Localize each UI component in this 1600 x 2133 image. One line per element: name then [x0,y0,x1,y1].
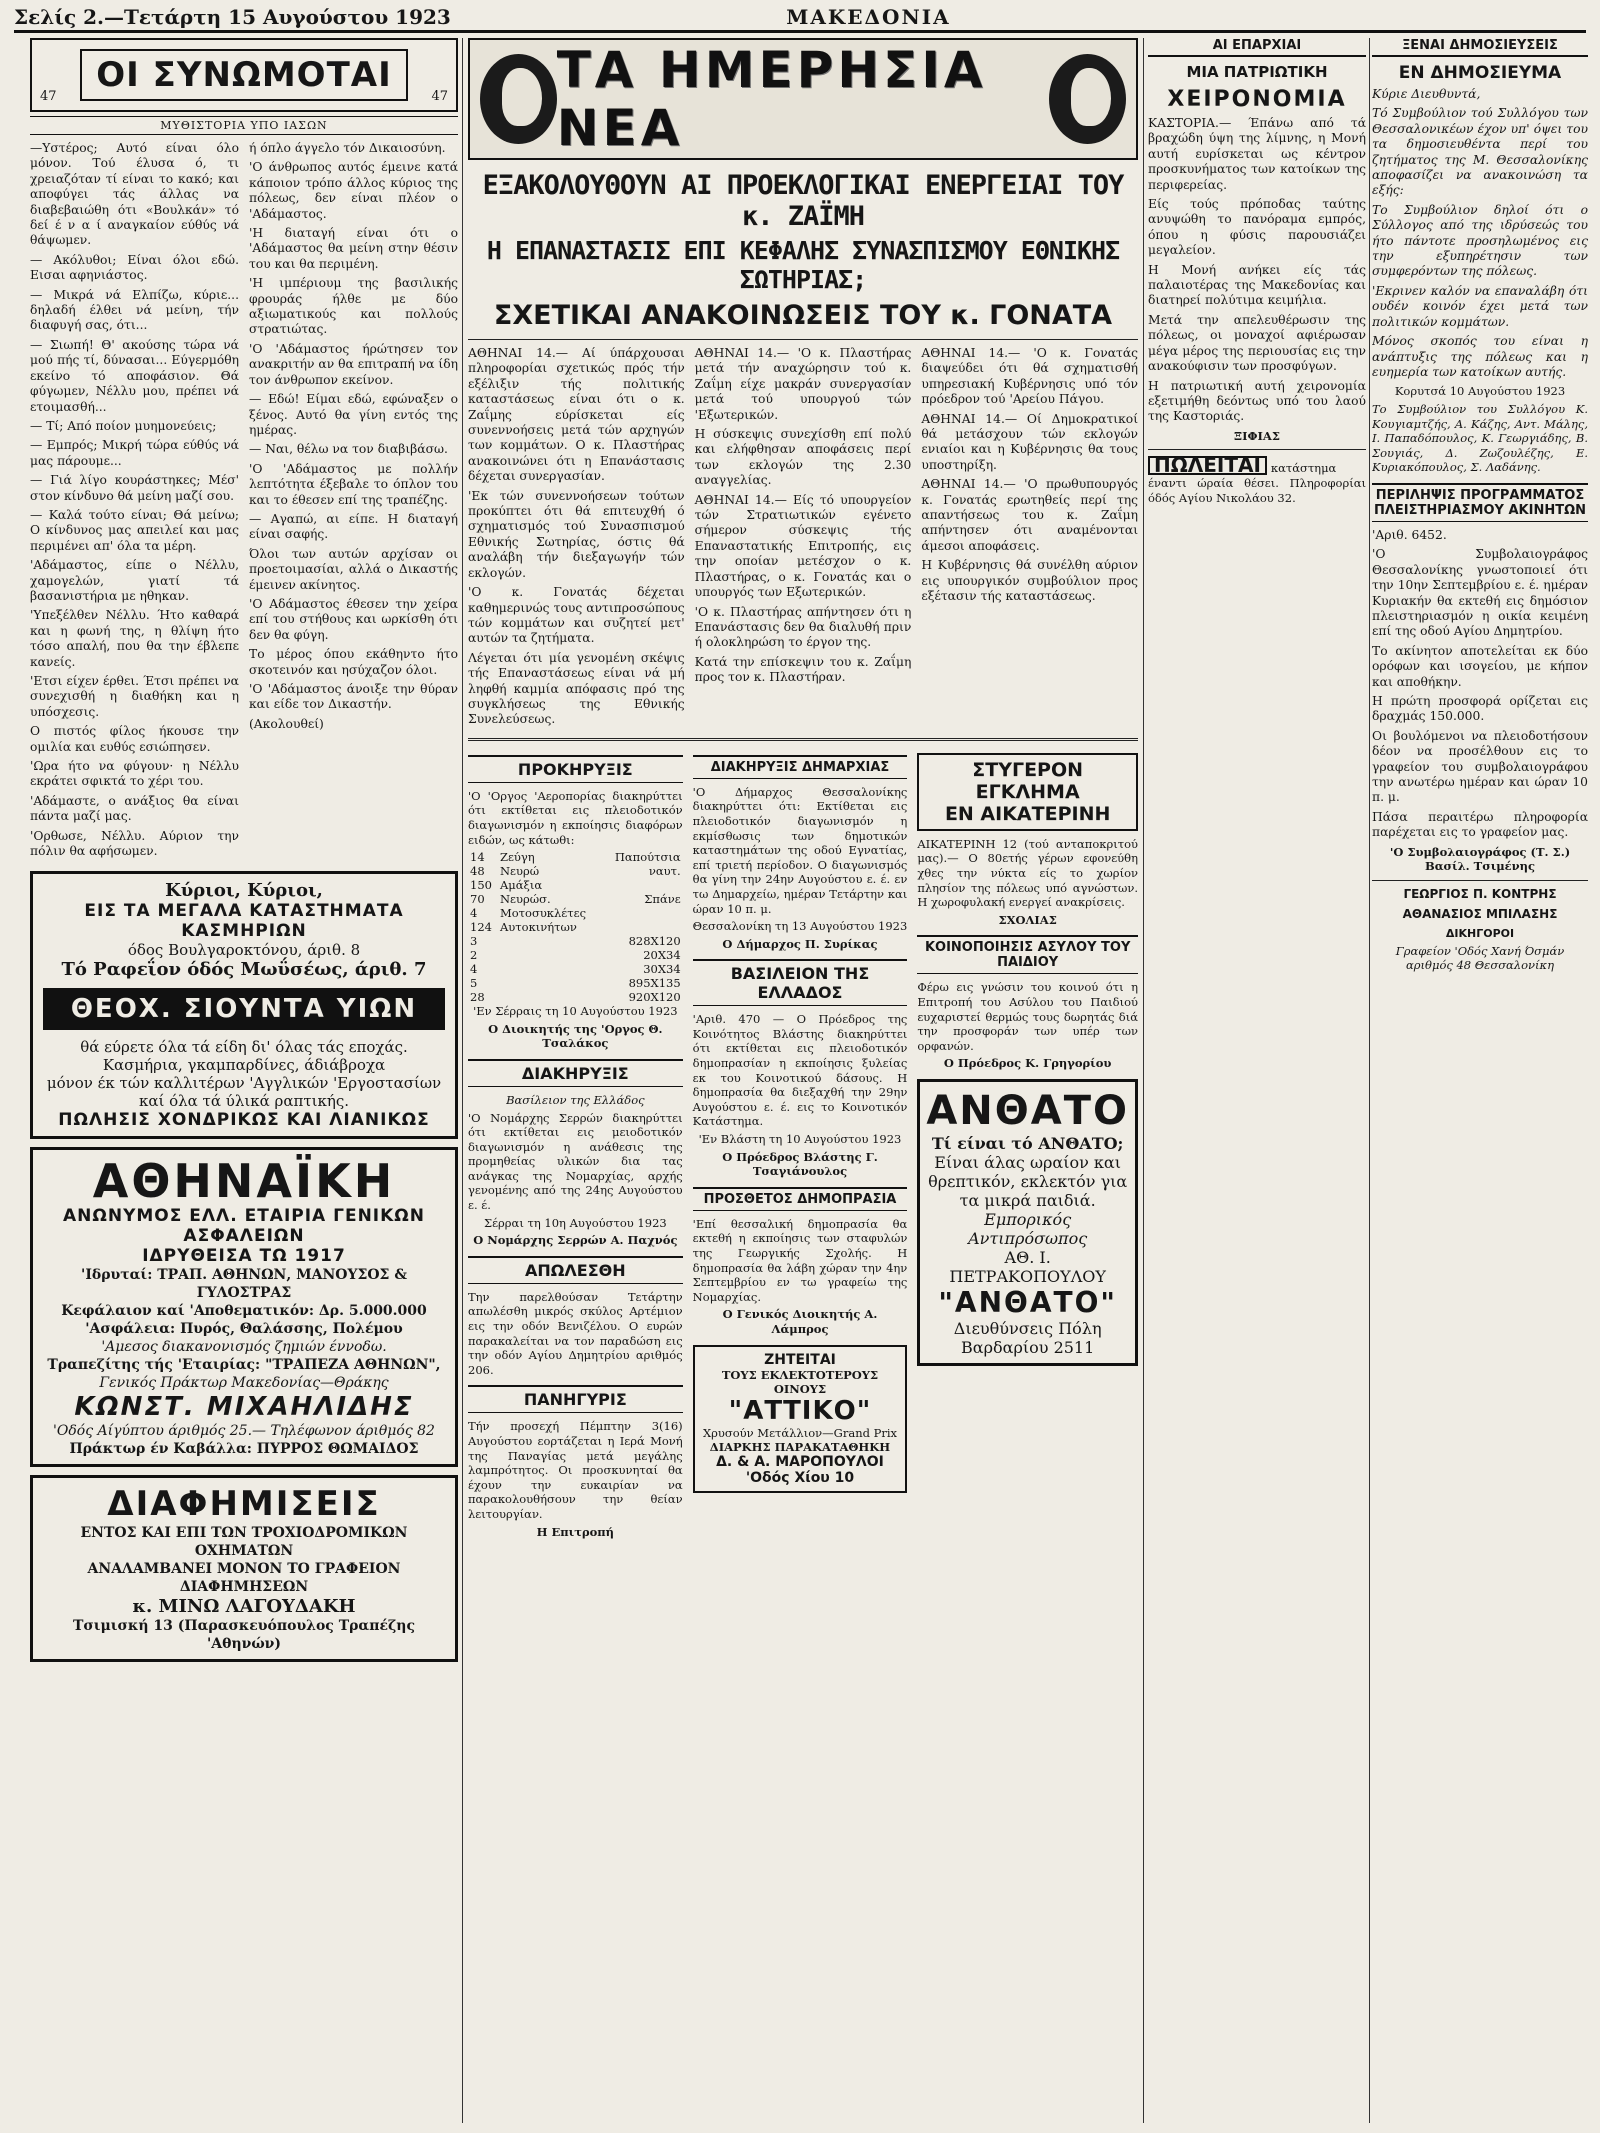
ad-line: ΑΝΑΛΑΜΒΑΝΕΙ ΜΟΝΟΝ ΤΟ ΓΡΑΦΕΙΟΝ ΔΙΑΦΗΜΗΣΕΩΝ [87,1561,401,1596]
globe-icon [480,54,557,144]
paragraph: —Υστέρος; Αυτό είναι όλο μόνον. Τού έλυσα ό, τι χρειαζόταν τί είναι το κακό; και αποφύγει τάς άλλας να διαβεβαιώθη ότι «Βουλκάν» τό δεί έ ν α ί αναγκαίον εύθύς νά θάψωμεν. [30,141,239,248]
notice-text: 'Ο 'Οργος 'Αεροπορίας διακηρύττει ότι εκτίθεται εις πλειοδοτικόν διαγωνισμόν η εκποίησις διαφόρων ειδών, ως κάτωθι: [468,788,683,847]
notices-left [468,747,683,1542]
paragraph: 'Αριθ. 6452. [1372,527,1447,542]
ad-line: Τσιμισκή 13 (Παρασκευόπουλος Τραπέζης 'Αθηνών) [73,1618,415,1653]
paragraph: 'Ο 'Αδάμαστος με πολλήν λεπτότητα έξεβαλε το όπλον του και το έθεσεν επί της τραπέζης. [249,461,458,507]
ad-anthato [917,1079,1138,1366]
paragraph: Κύριε Διευθυντά, [1372,87,1481,101]
notice-title: ΠΕΡΙΛΗΨΙΣ ΠΡΟΓΡΑΜΜΑΤΟΣ ΠΛΕΙΣΤΗΡΙΑΣΜΟΥ ΑΚΙΝΗΤΩΝ [1372,483,1588,522]
news-banner [468,38,1138,160]
ad-line: Χρυσούν Μετάλλιον—Grand Prix [702,1425,898,1440]
ad-line: ΖΗΤΕΙΤΑΙ [764,1351,836,1368]
paragraph: — Εδώ! Είμαι εδώ, εφώναξεν ο ξένος. Αυτό θα γίνη εντός της ημέρας. [249,392,458,437]
paragraph: 'Ο κ. Πλαστήρας απήντησεν ότι η Επανάστασις δεν θα διαλυθή πριν ή ολοκληρώση το έργον της. [694,604,912,650]
ad-line: Πράκτωρ έν Καβάλλα: ΠΥΡΡΟΣ ΘΩΜΑΙΔΟΣ [69,1441,419,1458]
ad-agent-name: ΚΩΝΣΤ. ΜΙΧΑΗΛΙΔΗΣ [74,1392,414,1423]
notice-sign: Ο Δήμαρχος Π. Συρίκας [722,936,878,951]
paragraph: Μετά την απελευθέρωσιν της πόλεως, οι μοναχοί αφιέρωσαν μέγα μέρος της περιουσίας εις την ανακούφισιν των προσφύγων. [1148,312,1366,374]
column-foreign [1372,38,1588,2123]
paragraph: Όλοι των αυτών αρχίσαν οι προετοιμασίαι, αλλά ο Δικαστής έμεινεν ακίνητος. [249,546,458,592]
section-label: ΑΙ ΕΠΑΡΧΙΑΙ [1148,38,1366,57]
table-cell: 828Χ120 [628,934,681,949]
article-title: ΜΙΑ ΠΑΤΡΙΩΤΙΚΗ [1186,63,1328,81]
ad-line: θά εύρετε όλα τά είδη δι' όλας τάς εποχάς. [80,1038,408,1057]
table-cell [602,906,683,920]
column-news [468,38,1138,2123]
ad-line: Δ. & Α. ΜΑΡΟΠΟΥΛΟΙ [716,1453,884,1470]
paragraph: — Σιωπή! Θ' ακούσης τώρα νά μού πής τί, δύνασαι... Εύγερμόθη εκείνο τό αποφάσιον. Θά φύγωμεν, Νέλλυ μου, πρέπει νά ετοιμασθή... [30,337,239,414]
notice-title: ΔΙΑΚΗΡΥΞΙΣ [468,1059,683,1087]
ad-line: κ. ΜΙΝΩ ΛΑΓΟΥΔΑΚΗ [132,1596,356,1618]
notice-sub: Βασίλειον της Ελλάδος [506,1092,645,1107]
table-cell: 150 [470,878,492,893]
paragraph: 'Υπεξέλθεν Νέλλυ. Ήτο καθαρά και η φωνή της, η θλίψη ήτο τόσο απαλή, που θα την έβλεπε κανείς. [30,608,239,669]
ad-line: Τί είναι τό ΑΝΘΑΤΟ; [931,1133,1124,1153]
paragraph: Η πρώτη προσφορά ορίζεται εις δραχμάς 150.000. [1372,693,1588,724]
ad-line: Κασμήρια, γκαμπαρδίνες, άδιάβροχα [102,1056,386,1075]
table-cell: Σπάνε [644,892,681,907]
table-row [468,948,683,962]
paragraph: ΑΘΗΝΑΙ 14.— 'Ο κ. Πλαστήρας μετά τήν αναχώρησιν τού κ. Ζαΐμη είχε μακράν συνεργασίαν μετά τού υπουργού τών 'Εξωτερικών. [694,346,912,422]
section-label: ΞΕΝΑΙ ΔΗΜΟΣΙΕΥΣΕΙΣ [1372,38,1588,57]
ad-line: Διευθύνσεις Πόλη Βαρδαρίου 2511 [953,1318,1102,1357]
paragraph: ΑΘΗΝΑΙ 14.— Οί Δημοκρατικοί θά μετάσχουν τών εκλογών ενιαίοι και η Κυβέρνησις θα τους υποστηρίξη. [921,411,1138,472]
notice-footer: 'Εν Βλάστη τη 10 Αυγούστου 1923 [698,1132,902,1147]
notice-sign: Η Επιτροπή [536,1524,615,1539]
paragraph: — Καλά τούτο είναι; Θά μείνω; Ο κίνδυνος μας απειλεί και μας περιμένει απ' όλα τα μέρη. [30,507,239,553]
ad-line: 'Ασφάλεια: Πυρός, Θαλάσσης, Πολέμου [85,1321,403,1338]
paragraph: Πάσα περαιτέρω πληροφορία παρέχεται εις το γραφείον μας. [1372,809,1588,840]
table-row [468,962,683,976]
table-cell: Αυτοκινήτων [499,920,577,935]
paragraph: 'Ο Αδάμαστος έθεσεν την χείρα επί του στήθους και ωρκίσθη ότι δεν θα φύγη. [249,596,458,642]
masthead-name: ΜΑΚΕΔΟΝΙΑ [786,5,951,29]
paragraph: Είς τούς πρόποδας ταύτης ανυψώθη το πανόραμα εμπρός, όπου η φύσις παρουσιάζει μεγαλείον. [1148,197,1366,258]
notice-title: ΠΡΟΣΘΕΤΟΣ ΔΗΜΟΠΡΑΣΙΑ [693,1187,908,1211]
paragraph: — Γιά λίγο κουράστηκες; Μέσ' στον κίνδυνο θά μείνη μαζί σου. [30,473,239,503]
table-cell [498,934,602,948]
ad-line: ΙΔΡΥΘΕΙΣΑ ΤΩ 1917 [142,1246,346,1267]
notice-title: ΠΡΟΚΗΡΥΞΙΣ [468,755,683,783]
notice-table [468,850,683,1004]
paragraph: Το Συμβούλιον δηλοί ότι ο Σύλλογος από της ιδρύσεώς του ήτο πάντοτε προσηλωμένος εις την εξυπηρέτησιν των συμφερόντων της πόλεως. [1372,202,1588,279]
notice-title: ΒΑΣΙΛΕΙΟΝ ΤΗΣ ΕΛΛΑΔΟΣ [693,959,908,1006]
table-cell: 895Χ135 [628,976,681,991]
paragraph: ΑΘΗΝΑΙ 14.— Αί ύπάρχουσαι πληροφορίαι σχετικώς πρός τήν εξέλιξιν τής πολιτικής καταστάσεως είναι ότι ο κ. Ζαΐμης εύρίσκεται είς συνεννοήσεις μετά τών αρχηγών των κομμάτων. Ο κ. Πλαστήρας ανακοινώνει ότι η Επανάστασις δέχεται συνεργασίαν. [468,346,685,484]
table-cell [498,948,602,962]
paragraph: 'Εκρινεν καλόν να επαναλάβη ότι ουδέν κοινόν έχει μετά των πολιτικών κομμάτων. [1372,283,1588,329]
news-column [695,346,912,732]
news-banner-title: ΤΑ ΗΜΕΡΗΣΙΑ ΝΕΑ [556,41,987,157]
ad-line: 'Οδός Αίγύπτου άριθμός 25.— Τηλέφωνον άριθμός 82 [53,1423,435,1440]
paragraph: 'Η ιμπέριουμ της βασιλικής φρουράς ήλθε με δύο αξιωματικούς και πολλούς στρατιώτας. [249,276,458,337]
notice-footer: Θεσσαλονίκη τη 13 Αυγούστου 1923 [692,919,908,934]
paragraph: 'Ο άνθρωπος αυτός έμεινε κατά κάποιον τρόπο άλλος κύριος της πόλεως, δεν είναι πλέον ο 'Αδάμαστος. [249,160,458,221]
table-cell [602,920,683,934]
paragraph: — Αγαπώ, αι είπε. Η διαταγή είναι σαφής. [249,511,458,542]
ad-line: ΕΝΤΟΣ ΚΑΙ ΕΠΙ ΤΩΝ ΤΡΟΧΙΟΔΡΟΜΙΚΩΝ ΟΧΗΜΑΤΩΝ [80,1525,408,1560]
paragraph: — Ακόλυθοι; Είναι όλοι εδώ. Εισαι αφηνιάστος. [30,252,239,283]
ad-product-name: "ΑΝΘΑΤΟ" [938,1285,1117,1319]
serial-body [30,141,458,863]
article-title-line: ΣΤΥΓΕΡΟΝ ΕΓΚΛΗΜΑ [972,758,1084,803]
lawyer-title: ΔΙΚΗΓΟΡΟΙ [1445,926,1515,940]
paragraph: 'Ωρα ήτο να φύγουν· η Νέλλυ εκράτει σφικτά το χέρι του. [30,759,239,789]
ad-agent-name: ΑΘ. Ι. ΠΕΤΡΑΚΟΠΟΥΛΟΥ [949,1247,1106,1286]
paragraph: Το ακίνητον αποτελείται εκ δύο ορόφων και ισογείου, με κήπον και αποθήκην. [1372,643,1588,689]
article-title [917,753,1138,831]
ad-line: καί όλα τά ύλικά ραπτικής. [138,1092,350,1111]
paragraph: Λέγεται ότι μία γενομένη σκέψις τής Επαναστάσεως είναι νά μή ληφθή καμμία απόφασις πρό της συγκλήσεως της Εθνικής Συνελεύσεως. [468,650,685,727]
notice-text: 'Αριθ. 470 — Ο Πρόεδρος της Κοινότητος Βλάστης διακηρύττει ότι εκτίθεται εις πλειοδοτικόν δημοπρασίαν η εκποίησις ξυλείας εκ του Κοινοτικού δάσους. Η δημοπρασία θα διεξαχθή την 29ην Αυγούστου ε. έ. εις το Κοινοτικόν Κατάστημα. [692,1012,908,1129]
notices-right [917,747,1138,1542]
table-cell: Νευρώσ. [499,892,551,907]
article-sign: Το Συμβούλιον του Συλλόγου Κ. Κουγιαμτζής, Α. Κάζης, Αντ. Μάλης, Ι. Παπαδόπουλος, Κ. Γεωργιάδης, Β. Σουγιάς, Δ. Ζωζουλέζης, Ε. Κυριακόπουλος, Σ. Λαδάνης. [1372,401,1588,475]
lawyer-name: ΑΘΑΝΑΣΙΟΣ ΜΠΙΛΑΣΗΣ [1402,906,1558,921]
paragraph: Η πατριωτική αυτή χειρονομία εξετιμήθη δεόντως υπό του λαού της Καστοριάς. [1148,378,1366,424]
paragraph: 'Ετσι είχεν έρθει. Έτσι πρέπει να συνεχισθή η διαθήκη και η υπόσχεσις. [30,674,239,719]
ad-line: ΠΩΛΗΣΙΣ ΧΟΝΔΡΙΚΩΣ ΚΑΙ ΛΙΑΝΙΚΩΣ [58,1110,430,1131]
classified-label: ΠΩΛΕΙΤΑΙ [1148,456,1267,475]
column-provinces [1148,38,1366,2123]
paragraph: 'Ο 'Αδάμαστος ήρώτησεν τον ανακριτήν αν θα επιτραπή να ίδη τον άνθρωπον εκείνον. [249,341,458,387]
notice-text: 'Ο Δήμαρχος Θεσσαλονίκης διακηρύττει ότι: Εκτίθεται εις πλειοδοτικόν διαγωνισμόν η εκμίσθωσις των δημοτικών καταστημάτων της οδού Εγνατίας, επί τριετή περίοδον. Ο διαγωνισμός θα γίνη την 24ην Αυγούστου ε. έ. εν τω Δημαρχείω, ημέραν Τετάρτην και ώραν 10 π. μ. [692,784,908,916]
notice-sign: Ο Πρόεδρος Βλάστης Γ. Τσαγιάνουλος [722,1149,878,1179]
serial-subtitle: ΜΥΘΙΣΤΟΡΙΑ ΥΠΟ ΙΑΣΩΝ [30,116,458,135]
table-row [468,990,683,1004]
paragraph: ΑΘΗΝΑΙ 14.— Είς τό υπουργείον τών Στρατιωτικών εγένετο σήμερον σύσκεψις τής Επαναστατικής Επιτροπής, εις την οποίαν μετέσχον ο κ. Πλαστήρας, ο κ. Γονατάς και ο υπουργός των Εξωτερικών. [694,492,912,600]
ad-line: Εμπορικός Αντιπρόσωπος [968,1209,1088,1248]
notices-middle [693,747,908,1542]
table-cell: 5 [470,976,478,991]
notices-area [468,747,1138,1542]
classified-ad [1148,453,1366,505]
ad-line: Γενικός Πράκτωρ Μακεδονίας—Θράκης [99,1375,389,1392]
paragraph: — Μικρά νά Ελπίζω, κύριε... δηλαδή έλθει νά μείνη, τήν διαφυγή σας, ότι... [30,287,239,333]
ad-line: ΑΝΩΝΥΜΟΣ ΕΛΛ. ΕΤΑΙΡΙΑ ΓΕΝΙΚΩΝ ΑΣΦΑΛΕΙΩΝ [63,1206,425,1247]
notice-sign: 'Ο Συμβολαιογράφος (Τ. Σ.) Βασίλ. Τσιμένης [1389,844,1571,874]
ad-line: ΔΙΑΡΚΗΣ ΠΑΡΑΚΑΤΑΘΗΚΗ [709,1439,891,1454]
paragraph: 'Ο κ. Γονατάς δέχεται καθημερινώς τους αντιπροσώπους τών κομμάτων και συζητεί μετ' αυτών τα ζητήματα. [468,585,685,646]
paragraph: ΑΘΗΝΑΙ 14.— 'Ο πρωθυπουργός κ. Γονατάς ερωτηθείς περί της απαντήσεως του κ. Ζαΐμη απήντησεν ότι αναμένονται άμεσοι αποφάσεις. [921,477,1138,553]
table-row [468,906,683,920]
serial-title: ΟΙ ΣΥΝΩΜΟΤΑΙ [80,49,408,101]
ad-line: μόνον έκ τών καλλιτέρων 'Αγγλικών 'Εργοστασίων [46,1074,442,1093]
notice-sign: Ο Νομάρχης Σερρών Α. Παχνός [473,1233,678,1248]
ad-line: Κύριοι, Κύριοι, [165,880,323,902]
table-cell: 4 [470,906,478,921]
paragraph: Μόνος σκοπός του είναι η ανάπτυξις της πόλεως και η ευημερία των κατοίκων αυτής. [1372,334,1588,379]
serial-number: 47 [40,89,57,104]
ad-company-name: ΑΘΗΝΑΪΚΗ [92,1154,396,1209]
table-row [468,850,683,864]
ad-line: ΕΙΣ ΤΑ ΜΕΓΑΛΑ ΚΑΤΑΣΤΗΜΑΤΑ ΚΑΣΜΗΡΙΩΝ [84,901,404,942]
table-cell [498,990,602,1004]
paragraph: Οι βουλόμενοι να πλειοδοτήσουν δέον να προσέλθουν εις το γραφείον του συμβολαιογράφου την ανωτέρω ημέραν και ώραν 10 π. μ. [1372,728,1588,805]
notice-footer: Σέρραι τη 10η Αυγούστου 1923 [483,1215,667,1230]
table-row [468,878,683,892]
paragraph: ΑΘΗΝΑΙ 14.— 'Ο κ. Γονατάς διαψεύδει ότι θά σχηματισθή υπηρεσιακή Κυβέρνησις υπό τόν πρόεδρον τού 'Αρείου Πάγου. [921,346,1138,407]
table-cell: 2 [470,948,478,963]
table-cell: 20Χ34 [643,948,681,963]
table-cell: 14 [470,850,485,865]
article-sign: ΣΧΟΛΙΑΣ [998,912,1057,927]
paragraph: 'Αδάμαστος, είπε ο Νέλλυ, χαμογελών, γιατί τά βασανιστήρια με ηθηκαν. [30,558,239,603]
serial-number: 47 [431,89,448,104]
serial-right-column [249,141,458,863]
column-serial [30,38,458,2123]
notice-title: ΠΑΝΗΓΥΡΙΣ [468,1385,683,1413]
table-row [468,976,683,990]
article-body [1148,116,1366,425]
paragraph: 'Αδάμαστε, ο ανάξιος θα είναι πάντα μαζί μας. [30,793,239,824]
lawyer-name: ΓΕΩΡΓΙΟΣ Π. ΚΟΝΤΡΗΣ [1403,886,1557,901]
column-divider [1143,38,1144,2123]
paragraph: 'Ο 'Αδάμαστος άνοιξε την θύραν και είδε τον Δικαστήν. [249,682,458,712]
news-column [921,346,1138,732]
notice-text: Την παρελθούσαν Τετάρτην απωλέσθη μικρός σκύλος Αρτέμιον εις την οδόν Βενιζέλου. Ο ευρών παρακαλείται να τον παραδώση εις την οδόν Αγίου Δημητρίου αριθμός 206. [468,1289,683,1377]
ad-diafimiseis [30,1475,458,1662]
notice-text: Φέρω εις γνώσιν του κοινού ότι η Επιτροπή του Ασύλου του Παιδιού ευχαριστεί θερμώς τους δωρητάς διά την προσφοράν των υπέρ των ορφανών. [917,980,1138,1053]
ad-line: Κεφάλαιον καί 'Αποθεματικόν: Δρ. 5.000.000 [61,1303,427,1320]
notice-title: ΚΟΙΝΟΠΟΙΗΣΙΣ ΑΣΥΛΟΥ ΤΟΥ ΠΑΙΔΙΟΥ [917,935,1138,974]
paragraph: (Ακολουθεί) [249,716,324,731]
paragraph: ΚΑΣΤΟΡΙΑ.— Έπάνω από τά βραχώδη ύψη της λίμνης, η Μονή αυτή ευρίσκεται ως κέντρον προσκυνήματος των κατοίκων της περιφερείας. [1148,116,1366,192]
article-text: ΑΙΚΑΤΕΡΙΝΗ 12 (τού ανταποκριτού μας).— Ο 80ετής γέρων εφονεύθη χθες την νύκτα είς το χωρίον πλησίον της πόλεως υπό αγνώστων. Η χωροφυλακή ενεργεί ανακρίσεις. [917,836,1138,910]
paragraph: 'Ο Συμβολαιογράφος Θεσσαλονίκης γνωστοποιεί ότι την 10ην Σεπτεμβρίου ε. έ. ημέραν Κυριακήν θα εκτεθή εις δημόσιον πλειστηριασμόν η οικία κειμένη επί της οδού Αγίου Δημητρίου. [1372,547,1588,639]
globe-icon [1049,54,1126,144]
ad-line: 'Αμεσος διακανονισμός ζημιών έννοδω. [101,1339,387,1356]
table-cell: 4 [470,962,478,977]
paragraph: 'Εκ τών συνεννοήσεων τούτων προκύπτει ότι θά επιτευχθή ό σχηματισμός τού Συνασπισμού Εθνικής Σωτηρίας, όστις θά αναλάβη τήν διεξαγωγήν τών εκλογών. [468,488,685,580]
paragraph: Ο πιστός φίλος ήκουσε την ομιλία και ευθύς εσιώπησεν. [30,724,239,754]
notice-body [1372,528,1588,841]
article-title-line: ΕΝ ΑΙΚΑΤΕΡΙΝΗ [944,802,1111,825]
ad-line: 'Οδός Χίου 10 [745,1469,855,1486]
table-cell: Αμάξια [499,878,543,893]
headline-main: ΕΞΑΚΟΛΟΥΘΟΥΝ ΑΙ ΠΡΟΕΚΛΟΓΙΚΑΙ ΕΝΕΡΓΕΙΑΙ ΤΟΥ κ. ΖΑΪΜΗ [482,170,1124,232]
paragraph: 'Ορθωσε, Νέλλυ. Αύριον την πόλιν θα αφήσωμεν. [30,828,239,859]
table-cell: 3 [470,934,478,949]
table-row [468,934,683,948]
article-date: Κορυτσά 10 Αυγούστου 1923 [1394,384,1566,399]
notice-sign: Ο Γενικός Διοικητής Α. Λάμπρος [722,1307,878,1336]
paragraph: — Εμπρός; Μικρή τώρα εύθύς νά μας πάρουμε... [30,438,239,468]
ad-company-name: ΘΕΟΧ. ΣΙΟΥΝΤΑ ΥΙΩΝ [43,988,445,1030]
ad-line: Είναι άλας ωραίον και θρεπτικόν, εκλεκτόν για τα μικρά παιδιά. [928,1152,1128,1210]
table-row [468,920,683,934]
table-cell: Ζεύγη [499,850,535,865]
table-cell: 70 [470,892,485,907]
ad-company-name: "ΑΤΤΙΚΟ" [728,1395,872,1426]
ad-line: Τό Ραφεΐον όδός Μωΰσέως, άριθ. 7 [61,959,427,981]
table-cell: 920Χ120 [628,990,681,1005]
notice-text: 'Επί θεσσαλική δημοπρασία θα εκτεθή η εκποίησις των σταφυλών της Γεωργικής Σχολής. Η δημοπρασία θα λάβη χώραν την 4ην Σεπτεμβρίου εν τω γραφείω της Νομαρχίας. [692,1216,908,1304]
table-row [468,892,683,906]
table-cell: 124 [470,920,492,935]
ad-attiko [693,1345,908,1493]
ad-company-name: ΑΝΘΑΤΟ [926,1087,1129,1134]
lawyer-address: Γραφείον 'Οδός Χανή Όσμάν αριθμός 48 Θεσσαλονίκη [1395,943,1565,973]
notice-sign: Ο Πρόεδρος Κ. Γρηγορίου [943,1056,1112,1071]
ad-athinaiki [30,1147,458,1467]
paragraph: Η Κυβέρνησις θά συνέλθη αύριον εις υπουργικόν συμβούλιον προς εξέτασιν τής καταστάσεως. [921,558,1138,604]
column-divider [462,38,463,2123]
paragraph: Η σύσκεψις συνεχίσθη επί πολύ και ελήφθησαν αποφάσεις περί των εκλογών της 2.30 αναγγελίας. [694,427,912,488]
header-date: Σελίς 2.—Τετάρτη 15 Αυγούστου 1923 [14,5,451,29]
article-title: ΕΝ ΔΗΜΟΣΙΕΥΜΑ [1398,63,1562,83]
table-row [468,864,683,878]
paragraph: Κατά την επίσκεψιν του κ. Ζαΐμη προς τον κ. Πλαστήραν. [694,654,912,685]
news-column [468,346,685,732]
article-sign: ΞΙΦΙΑΣ [1234,428,1280,443]
table-cell: 30Χ34 [643,962,681,977]
notice-footer: 'Εν Σέρραις τη 10 Αυγούστου 1923 [473,1004,678,1019]
headline-sub: Η ΕΠΑΝΑΣΤΑΣΙΣ ΕΠΙ ΚΕΦΑΛΗΣ ΣΥΝΑΣΠΙΣΜΟΥ ΕΘΝΙΚΗΣ ΣΩΤΗΡΙΑΣ; [486,236,1120,294]
notice-text: Τήν προσεχή Πέμπτην 3(16) Αυγούστου εορτάζεται η Ιερά Μονή της Παναγίας μετά μεγάλης λαμπρότητος. Οι προσκυνηταί θα έχουν την ευκαιρίαν να παρακολουθήσουν την θείαν λειτουργίαν. [468,1419,683,1521]
serial-left-column [30,141,239,863]
paragraph: — Τί; Από ποίον μυημονεύεις; [30,418,217,433]
ad-line: ΤΟΥΣ ΕΚΛΕΚΤΟΤΕΡΟΥΣ ΟΙΝΟΥΣ [721,1367,879,1396]
table-cell [498,976,602,990]
table-cell: 48 [470,864,485,879]
column-divider [1369,38,1370,2123]
classified-text: κατάστημα έναντι ώραία θέσει. Πληροφορίαι όδός Αγίου Νικολάου 32. [1148,461,1366,505]
table-cell: ναυτ. [648,864,681,879]
table-cell: Νευρώ [499,864,540,879]
notice-title: ΔΙΑΚΗΡΥΞΙΣ ΔΗΜΑΡΧΙΑΣ [693,755,908,779]
notice-sign: Ο Διοικητής της 'Οργος Θ. Τσαλάκος [488,1021,663,1051]
page-header [14,4,1586,33]
paragraph: ή όπλο άγγελο τόν Δικαιοσύνη. [249,141,446,155]
news-columns [468,346,1138,732]
paragraph: Το μέρος όπου εκάθηντο ήτο σκοτεινόν και ησύχαζον όλοι. [249,647,458,677]
article-body [1372,87,1588,380]
article-title: ΧΕΙΡΟΝΟΜΙΑ [1167,87,1347,112]
table-cell: Παπούτσια [614,850,681,865]
table-cell: Μοτοσυκλέτες [499,906,587,921]
serial-masthead [30,38,458,112]
ad-company-name: ΔΙΑΦΗΜΙΣΕΙΣ [107,1484,381,1525]
table-cell [602,878,683,892]
headline-third: ΣΧΕΤΙΚΑΙ ΑΝΑΚΟΙΝΩΣΕΙΣ ΤΟΥ κ. ΓΟΝΑΤΑ [493,300,1113,331]
ad-kasmir [30,871,458,1139]
paragraph: — Ναι, θέλω να τον διαβιβάσω. [249,442,448,457]
ad-line: Τραπεζίτης τής 'Εταιρίας: "ΤΡΑΠΕΖΑ ΑΘΗΝΩΝ", [47,1357,441,1374]
paragraph: Τό Συμβούλιον τού Συλλόγου των Θεσσαλονικέων έχον υπ' όψει του τα δημοσιευθέντα περί του ζητήματος της Μ. Θεσσαλονίκης αποφασίζει να ανακοινώση τα εξής: [1372,106,1588,198]
notice-title: ΑΠΩΛΕΣΘΗ [468,1256,683,1284]
notice-text: 'Ο Νομάρχης Σερρών διακηρύττει ότι εκτίθεται εις μειοδοτικόν διαγωνισμόν η ανάθεσις της προμηθείας υλικών δια τας ανάγκας της Νομαρχίας, αρχής γενομένης από της 24ης Αυγούστου ε. έ. [468,1110,683,1213]
paragraph: Η Μονή ανήκει είς τάς παλαιοτέρας της Μακεδονίας και διατηρεί πολύτιμα κειμήλια. [1148,262,1366,308]
table-cell [498,962,602,976]
ad-line: 'Ιδρυταί: ΤΡΑΠ. ΑΘΗΝΩΝ, ΜΑΝΟΥΣΟΣ & ΓΥΛΟΣΤΡΑΣ [81,1267,407,1302]
ad-line: όδος Βουλγαροκτόνου, άριθ. 8 [127,941,361,960]
table-cell: 28 [470,990,485,1005]
paragraph: 'Η διαταγή είναι ότι ο 'Αδάμαστος θα μείνη στην θέσιν του και θα περιμένη. [249,226,458,271]
